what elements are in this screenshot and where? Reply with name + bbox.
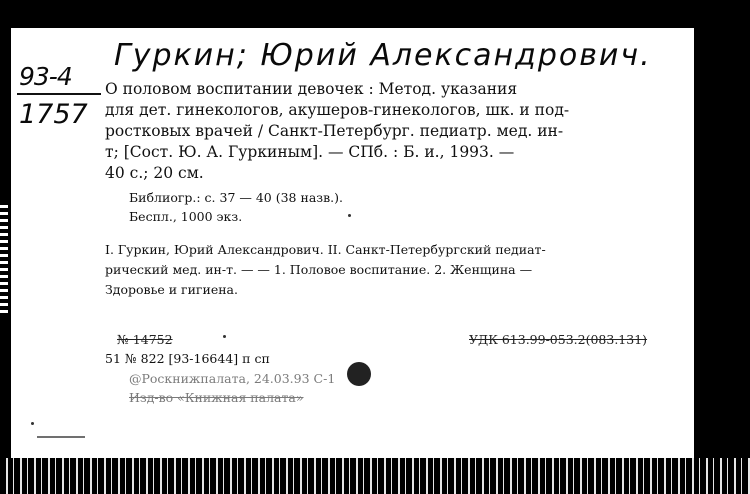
speck — [223, 335, 226, 338]
description-line-4: т; [Сост. Ю. А. Гуркиным]. — СПб. : Б. и., 1993. — — [105, 143, 515, 161]
tracing-line-3: Здоровье и гигиена. — [105, 282, 238, 297]
stamp-faded-line-2: Изд-во «Книжная палата» — [129, 390, 304, 405]
stamp-registration: 51 № 822 [93-16644] п сп — [105, 351, 270, 366]
description-line-2: для дет. гинекологов, акушеров-гинекологов, шк. и под- — [105, 101, 570, 119]
udc-code: УДК 613.99-053.2(083.131) — [469, 332, 648, 347]
stamp-number: № 14752 — [117, 332, 173, 347]
scan-edge-noise — [0, 205, 8, 315]
shelfmark-top: 93-4 — [19, 62, 72, 91]
edition-note: Беспл., 1000 экз. — [129, 209, 243, 224]
tracing-line-2: рический мед. ин-т. — — 1. Половое воспитание. 2. Женщина — — [105, 262, 533, 277]
description-line-5: 40 с.; 20 см. — [105, 164, 204, 182]
ink-blot — [347, 362, 371, 386]
smudge — [37, 436, 85, 438]
speck — [31, 422, 34, 425]
shelfmark-bottom: 1757 — [19, 99, 88, 130]
shelfmark-divider — [17, 93, 101, 95]
handwritten-author: Гуркин; Юрий Александрович. — [114, 38, 652, 73]
speck — [348, 214, 351, 217]
description-line-1: О половом воспитании девочек : Метод. указания — [105, 80, 518, 98]
tracing-line-1: I. Гуркин, Юрий Александрович. II. Санкт-Петербургский педиат- — [105, 242, 546, 257]
bibliography-note: Библиогр.: с. 37 — 40 (38 назв.). — [129, 190, 343, 205]
catalog-card — [11, 28, 694, 458]
description-line-3: ростковых врачей / Санкт-Петербург. педиатр. мед. ин- — [105, 122, 564, 140]
stamp-faded-line-1: @Роскнижпалата, 24.03.93 С-1 — [129, 371, 336, 386]
scan-bottom-band — [0, 458, 750, 494]
